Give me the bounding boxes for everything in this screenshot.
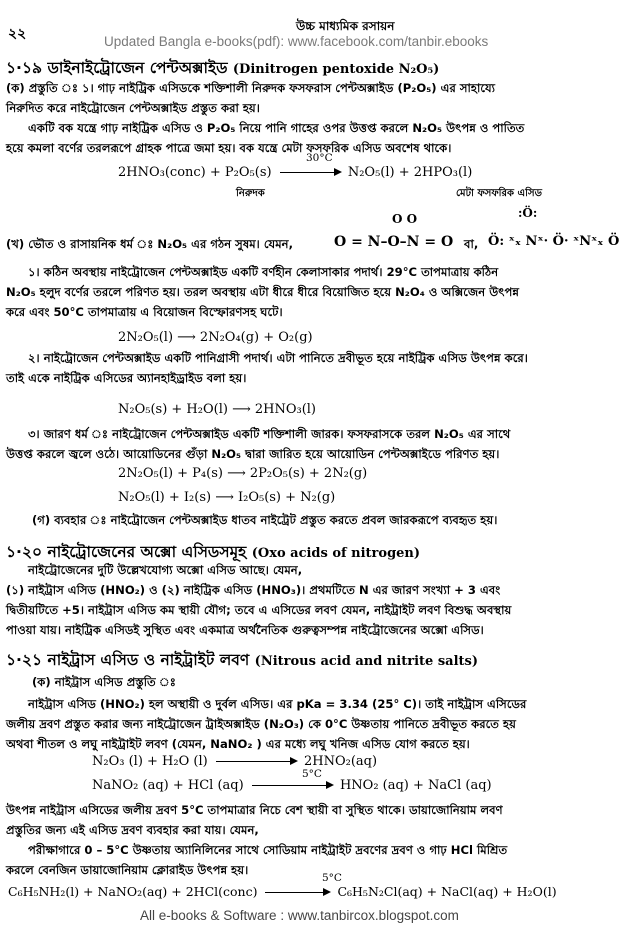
property-3 (6, 424, 630, 464)
page-number: ২২ (8, 26, 27, 42)
equation-n2o3 (92, 754, 377, 769)
section-1-21-heading (6, 648, 478, 674)
equation-2: 2N₂O₅(l) ⟶ 2N₂O₄(g) + O₂(g) (118, 330, 313, 345)
reaction-condition: 5°C (302, 768, 322, 780)
text-line: করে এবং 50°C তাপমাত্রায় এ বিয়োজন বিস্ফোরণসহ ঘটে। (6, 305, 283, 319)
text-line: (১) নাইট্রাস এসিড (HNO₂) ও (২) নাইট্রিক এসিড (HNO₃)। প্রথমটিতে N এর জারণ সংখ্যা + 3 এবং (6, 583, 501, 597)
nitrous-paragraph (6, 694, 630, 754)
section-title-english: (Oxo acids of nitrogen) (251, 546, 421, 561)
structure-arrows: O O (392, 212, 418, 226)
section-title-english: (Nitrous acid and nitrite salts) (254, 654, 478, 669)
reaction-arrow (216, 761, 296, 762)
section-title: ১·২০ নাইট্রোজেনের অক্সো এসিডসমূহ (6, 543, 247, 561)
equation-3: N₂O₅(s) + H₂O(l) ⟶ 2HNO₃(l) (118, 402, 316, 417)
text-line: নিরুদিত করে নাইট্রোজেন পেন্টঅক্সাইড প্রস্তুত করা হয়। (6, 101, 260, 115)
text-line: ২। নাইট্রোজেন পেন্টঅক্সাইড একটি পানিগ্রাসী পদার্থ। এটা পানিতে দ্রবীভূত হয়ে নাইট্রিক এসিড উৎপন্ন করে। (28, 351, 528, 365)
watermark-text: Updated Bangla e-books(pdf): www.facebook.com/tanbir.ebooks (104, 34, 489, 49)
reaction-condition: 30°C (306, 152, 333, 164)
section-title: ১·১৯ ডাইনাইট্রোজেন পেন্টঅক্সাইড (6, 59, 228, 77)
text-line: ১। কঠিন অবস্থায় নাইট্রোজেন পেন্টঅক্সাইড একটি বর্ণহীন কেলাসাকার পদার্থ। 29°C তাপমাত্রায় কঠিন (28, 265, 499, 279)
use-paragraph (32, 512, 497, 531)
annotation-dehydrating: নিরুদক (236, 188, 265, 199)
equation-5: N₂O₅(l) + I₂(s) ⟶ I₂O₅(s) + N₂(g) (118, 490, 336, 505)
equation-rhs: N₂O₅(l) + 2HPO₃(l) (347, 165, 473, 180)
electron-dot-structure: Ö: ˣₓ Nˣ· Ö· ˣNˣₓ Ö (488, 234, 620, 249)
text-line: ৩। জারণ ধর্ম ঃ নাইট্রোজেন পেন্টঅক্সাইড একটি শক্তিশালী জারক। ফসফরাসকে তরল N₂O₅ এর সাথে (28, 427, 511, 441)
text-line: N₂O₅ হলুদ বর্ণের তরলে পরিণত হয়। তরল অবস্থায় এটা ধীরে ধীরে বিয়োজিত হয়ে N₂O₄ ও অক্সিজেন উৎপন্ন (6, 285, 519, 299)
equation-rhs: C₆H₅N₂Cl(aq) + NaCl(aq) + H₂O(l) (337, 884, 557, 899)
property-1 (6, 262, 630, 322)
section-title-english: (Dinitrogen pentoxide N₂O₅) (232, 62, 440, 77)
text-line: উৎপন্ন নাইট্রাস এসিডের জলীয় দ্রবণ 5°C তাপমাত্রার নিচে বেশ স্থায়ী বা সুস্থিত থাকে। ডায়াজোনিয়াম লবণ (6, 803, 503, 817)
equation-diazonium (8, 884, 557, 899)
text-line: উত্তপ্ত করলে জ্বলে ওঠে। আয়োডিনের গুঁড়া N₂O₅ দ্বারা জারিত হয়ে আয়োডিন পেন্টঅক্সাইডে পরিণত হয়। (6, 447, 500, 461)
text-line: তাই একে নাইট্রিক এসিডের অ্যানহাইড্রাইড বলা হয়। (6, 371, 247, 385)
property-2 (6, 348, 630, 388)
text-line: N₂O₅ এর গঠন সুষম। যেমন, (157, 237, 293, 251)
equation-rhs: 2HNO₂(aq) (303, 754, 378, 769)
text-line: দ্বিতীয়টিতে +5। নাইট্রাস এসিড কম স্থায়ী যৌগ; তবে এ এসিডের লবণ যেমন, নাইট্রাইট লবণ বিশুদ্ধ অবস্থায় (6, 603, 512, 617)
reaction-arrow (265, 892, 329, 893)
text-line: ১। গাঢ় নাইট্রিক এসিডকে শক্তিশালী নিরুদক ফসফরাস পেন্টঅক্সাইড (P₂O₅) এর সাহায্যে (82, 81, 496, 95)
reaction-arrow (252, 785, 332, 786)
equation-lhs: N₂O₃ (l) + H₂O (l) (92, 754, 208, 769)
structural-formula: O = N–O–N = O (334, 234, 454, 250)
subheading-properties: (খ) ভৌত ও রাসায়নিক ধর্ম ঃ (6, 237, 154, 251)
equation-lhs: 2HNO₃(conc) + P₂O₅(s) (118, 165, 272, 180)
subheading-prep: (ক) প্রস্তুতি ঃ (6, 81, 78, 95)
equation-lhs: C₆H₅NH₂(l) + NaNO₂(aq) + 2HCl(conc) (8, 884, 258, 899)
structure-lone-pairs: :Ö: (518, 206, 538, 220)
annotation-meta-phosphoric: মেটা ফসফরিক এসিড (456, 188, 542, 199)
equation-nano2 (92, 778, 492, 793)
text-line: নাইট্রোজেন পেন্টঅক্সাইড ধাতব নাইট্রেট প্রস্তুত করতে প্রবল জারকরূপে ব্যবহৃত হয়। (110, 513, 498, 527)
diazonium-paragraph (6, 800, 630, 880)
equation-rhs: HNO₂ (aq) + NaCl (aq) (339, 778, 492, 793)
section-title: ১·২১ নাইট্রাস এসিড ও নাইট্রাইট লবণ (6, 651, 250, 669)
text-line: করলে বেনজিন ডায়াজোনিয়াম ক্লোরাইড উৎপন্ন হয়। (6, 863, 249, 877)
prep-paragraph (6, 78, 630, 158)
equation-1 (118, 165, 472, 180)
text-line: প্রস্তুতির জন্য এই এসিড দ্রবণ ব্যবহার করা যায়। যেমন, (6, 823, 259, 837)
equation-4: 2N₂O₅(l) + P₄(s) ⟶ 2P₂O₅(s) + 2N₂(g) (118, 466, 368, 481)
text-line: পাওয়া যায়। নাইট্রিক এসিডই সুস্থিত এবং একমাত্র অর্থনৈতিক গুরুত্বসম্পন্ন নাইট্রোজেনের অক্সো এসিড। (6, 623, 484, 637)
text-line: অথবা শীতল ও লঘু নাইট্রাইট লবণ (যেমন, NaNO₂ ) এর মধ্যে লঘু খনিজ এসিড যোগ করতে হয়। (6, 737, 470, 751)
equation-lhs: NaNO₂ (aq) + HCl (aq) (92, 778, 244, 793)
text-line: নাইট্রাস এসিড (HNO₂) হল অস্থায়ী ও দুর্বল এসিড। এর pKa = 3.34 (25° C)। তাই নাইট্রাস এসিডের (28, 697, 527, 711)
reaction-arrow (280, 172, 340, 173)
physical-chemical-heading (6, 236, 293, 255)
text-line: নাইট্রোজেনের দুটি উল্লেখযোগ্য অক্সো এসিড আছে। যেমন, (28, 563, 303, 577)
oxo-acids-paragraph (6, 560, 630, 640)
text-line: হয়ে কমলা বর্ণের তরলরূপে গ্রাহক পাত্রে জমা হয়। বক যন্ত্রে মেটা ফসফরিক এসিড অবশেষ থাকে। (6, 141, 452, 155)
running-head: উচ্চ মাধ্যমিক রসায়ন (296, 19, 395, 33)
footer-text: All e-books & Software : www.tanbircox.blogspot.com (140, 908, 459, 923)
text-line: একটি বক যন্ত্রে গাঢ় নাইট্রিক এসিড ও P₂O₅ নিয়ে পানি গাহের ওপর উত্তপ্ত করলে N₂O₅ উৎপন্ন ও পাতিত (28, 121, 525, 135)
text-line: পরীক্ষাগারে 0 – 5°C উষ্ণতায় অ্যানিলিনের সাথে সোডিয়াম নাইট্রাইট দ্রবণের দ্রবণ ও গাঢ় HCl মিশ্রিত (28, 843, 508, 857)
subheading-use: (গ) ব্যবহার ঃ (32, 513, 107, 527)
or-label: বা, (464, 237, 479, 251)
text-line: জলীয় দ্রবণ প্রস্তুত করার জন্য নাইট্রোজেন ট্রাইঅক্সাইড (N₂O₃) কে 0°C উষ্ণতায় পানিতে দ্রবীভূত করতে হয় (6, 717, 516, 731)
reaction-condition: 5°C (322, 872, 342, 884)
subheading-nitrous-prep: (ক) নাইট্রাস এসিড প্রস্তুতি ঃ (32, 675, 176, 689)
